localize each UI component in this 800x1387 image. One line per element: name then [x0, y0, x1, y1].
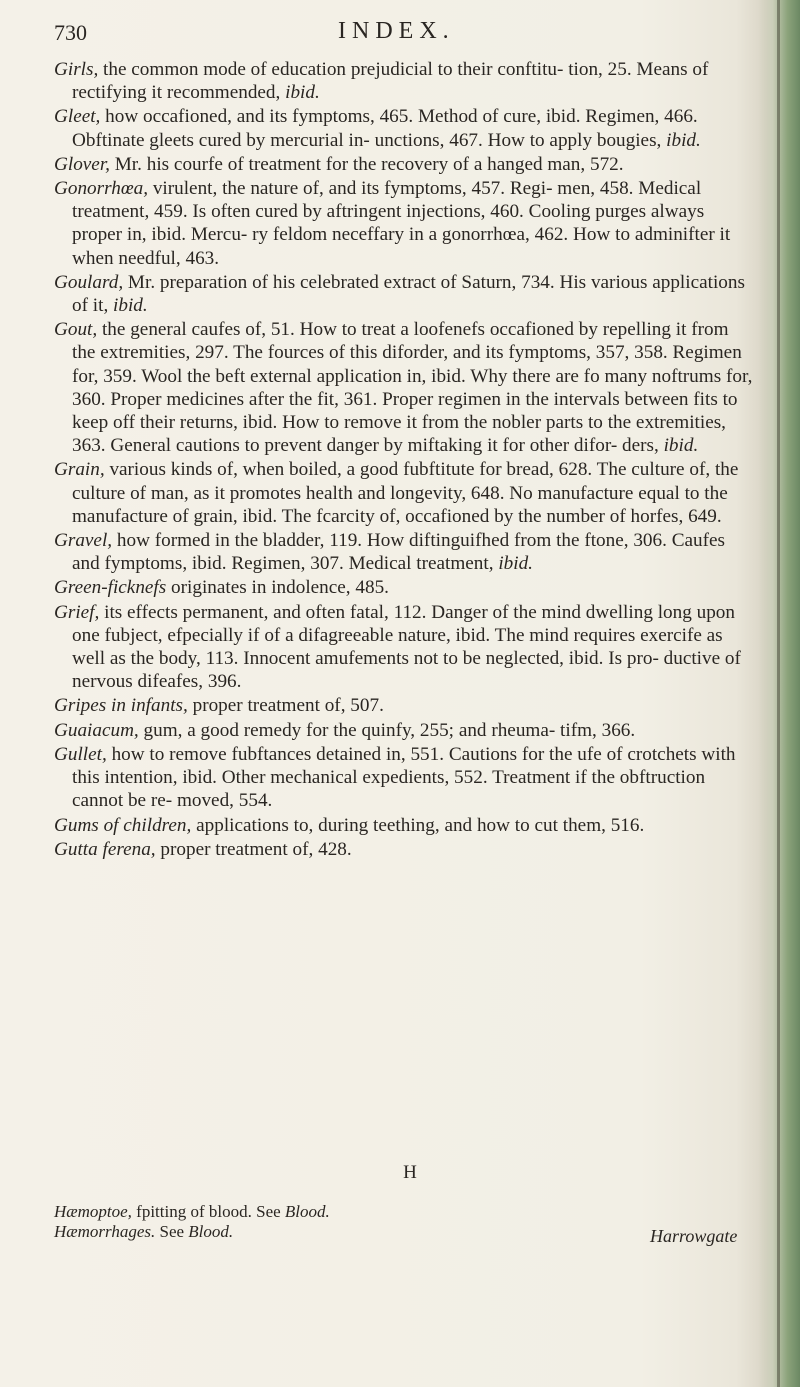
cross-ref-text: fpitting of blood. See: [131, 1202, 285, 1221]
entry-ibid: ibid.: [285, 82, 320, 104]
cross-ref-entry: [54, 1222, 654, 1242]
entry-term: Gout,: [54, 319, 98, 341]
index-entry: [54, 694, 754, 717]
entry-text: virulent, the nature of, and its fymptoms, 457. Regi- men, 458. Medical treatment, 459. Is often cured by aftringent injections, 460. Cooling purges always proper in, ibid. Mercu- ry feldom neceffary in a gonorrhœa, 462. How to adminifter it when needful, 463.: [72, 178, 731, 269]
entry-text: Mr. his courfe of treatment for the recovery of a hanged man, 572.: [109, 153, 624, 175]
cross-ref-text: See: [155, 1222, 189, 1241]
entry-text: various kinds of, when boiled, a good fubftitute for bread, 628. The culture of, the culture of man, as it promotes health and longevity, 648. No manufacture equal to the manufacture of grain, ibid. The fcarcity of, occafioned by the number of horfes, 649.: [72, 459, 739, 527]
index-entry: [54, 318, 754, 457]
entry-term: Gonorrhœa,: [54, 178, 149, 200]
index-entry: [54, 743, 754, 813]
entry-text: how to remove fubftances detained in, 551. Cautions for the ufe of crotchets with this intention, ibid. Other mechanical expedients, 552. Treatment if the obftruction cannot be re- moved, 554.: [72, 743, 736, 812]
entry-ibid: ibid.: [113, 295, 148, 317]
entry-text: the common mode of education prejudicial to their conftitu- tion, 25. Means of rectifying it recommended,: [72, 59, 709, 104]
entry-text: Mr. preparation of his celebrated extract of Saturn, 734. His various applications of it,: [72, 271, 745, 317]
section-letter: H: [403, 1162, 417, 1183]
entry-term: Girls,: [54, 59, 99, 80]
entry-ibid: ibid.: [666, 129, 701, 151]
index-entry: [54, 58, 754, 104]
cross-ref-entry: [54, 1202, 654, 1222]
entry-term: Gutta ferena,: [54, 838, 156, 860]
index-entry: [54, 814, 754, 837]
page-number: 730: [54, 20, 87, 45]
entry-text: how formed in the bladder, 119. How diftinguifhed from the ftone, 306. Caufes and fymptoms, ibid. Regimen, 307. Medical treatment,: [72, 530, 725, 575]
index-entry: [54, 105, 754, 151]
entry-term: Gums of children,: [54, 814, 192, 836]
entry-term: Gravel,: [54, 530, 113, 552]
index-entry: [54, 838, 754, 861]
entry-text: gum, a good remedy for the quinfy, 255; and rheuma- tifm, 366.: [138, 719, 636, 741]
index-entry: [54, 719, 754, 742]
index-entry: [54, 529, 754, 575]
index-entry: [54, 153, 754, 176]
entry-text: its effects permanent, and often fatal, 112. Danger of the mind dwelling long upon one fubject, efpecially if of a difagreeable nature, ibid. The mind requires exercife as well as the body, 113. Innocent amufements not to be neglected, ibid. Is pro- ductive of nervous difeafes, 396.: [72, 601, 741, 693]
entry-term: Gleet,: [54, 106, 101, 128]
index-entry: [54, 601, 754, 694]
entry-text: originates in indolence, 485.: [166, 577, 389, 599]
entry-term: Guaiacum,: [54, 719, 139, 741]
entry-term: Goulard,: [54, 271, 124, 293]
running-head: INDEX.: [338, 18, 455, 44]
index-entries: [54, 58, 754, 862]
catchword: Harrowgate: [650, 1226, 738, 1246]
entry-text: proper treatment of, 507.: [187, 695, 384, 717]
entry-text: applications to, during teething, and how to cut them, 516.: [191, 814, 645, 836]
cross-ref-term: Hæmorrhages.: [54, 1222, 156, 1241]
entry-term: Gullet,: [54, 743, 107, 765]
entry-ibid: ibid.: [498, 553, 533, 575]
index-entry: [54, 458, 754, 528]
cross-ref-target: Blood.: [284, 1202, 330, 1221]
entry-text: how occafioned, and its fymptoms, 465. Method of cure, ibid. Regimen, 466. Obftinate gleets cured by mercurial in- unctions, 467. How to apply bougies,: [72, 106, 698, 151]
entry-term: Gripes in infants,: [54, 695, 188, 717]
cross-ref-term: Hæmoptoe,: [54, 1202, 132, 1221]
index-entry: [54, 177, 754, 270]
entry-text: the general caufes of, 51. How to treat a loofenefs occafioned by repelling it from the extremities, 297. The fources of this diforder, and its fymptoms, 357, 358. Regimen for, 359. Wool the beft external application in, ibid. Why there are fo many noftrums for, 360. Proper medicines after the fit, 361. Proper regimen in the intervals between fits to keep off their returns, ibid. How to remove it from the nobler parts to the extremities, 363. General cautions to prevent danger by miftaking it for other difor- ders,: [72, 319, 753, 457]
index-entry: [54, 576, 754, 599]
cross-ref-target: Blood.: [188, 1222, 234, 1241]
entry-term: Glover,: [54, 153, 110, 175]
entry-ibid: ibid.: [663, 435, 699, 457]
index-entry: [54, 271, 754, 317]
entry-text: proper treatment of, 428.: [155, 838, 352, 860]
cross-references: [54, 1202, 654, 1242]
entry-term: Grief,: [54, 601, 100, 623]
entry-term: Green-ficknefs: [54, 577, 167, 599]
entry-term: Grain,: [54, 459, 105, 481]
page-header: [54, 14, 744, 50]
